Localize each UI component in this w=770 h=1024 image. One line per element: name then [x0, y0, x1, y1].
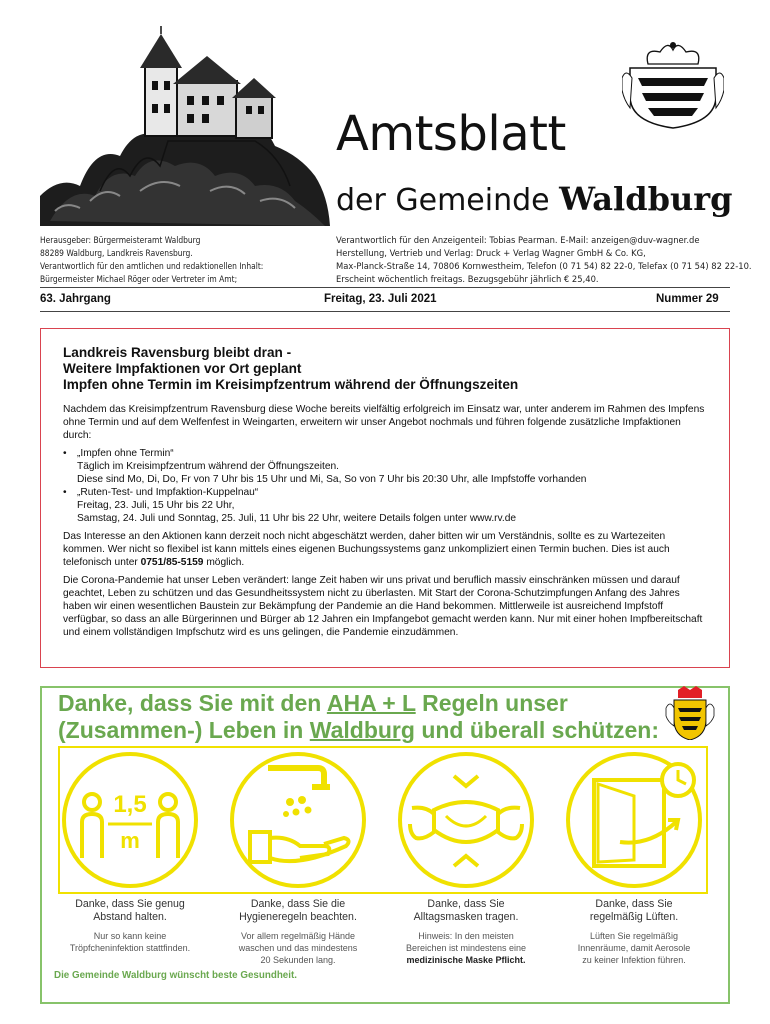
- caption-heading: [554, 898, 714, 924]
- state-coat-of-arms-icon: [664, 686, 716, 740]
- heading-text: und überall schützen:: [414, 717, 660, 743]
- bullet-line: Freitag, 23. Juli, 15 Uhr bis 22 Uhr,: [77, 500, 235, 511]
- bullet-line: Samstag, 24. Juli und Sonntag, 25. Juli, 11 Uhr bis 22 Uhr, weitere Details folgen unter www.rv.de: [77, 513, 517, 524]
- list-item: [63, 486, 709, 525]
- caption-heading-line: Abstand halten.: [93, 911, 167, 923]
- caption-note-line: zu keiner Infektion führen.: [582, 955, 686, 965]
- hygiene-caption: [218, 898, 378, 966]
- bullet-line: Diese sind Mo, Di, Do, Fr von 7 Uhr bis 15 Uhr und Mi, Sa, So von 7 Uhr bis 20:30 Uhr, alle Impfstoffe vorhanden: [77, 474, 587, 485]
- castle-illustration: [40, 26, 330, 226]
- distance-icon: [60, 750, 200, 890]
- notice-headline: [63, 345, 709, 393]
- caption-note: [554, 930, 714, 966]
- headline-line: Landkreis Ravensburg bleibt dran -: [63, 345, 292, 360]
- imprint-line: Herstellung, Vertrieb und Verlag: Druck + Verlag Wagner GmbH & Co. KG,: [336, 248, 646, 258]
- headline-line: Weitere Impfaktionen vor Ort geplant: [63, 361, 302, 376]
- issue-volume: 63. Jahrgang: [40, 293, 111, 305]
- caption-note-line: Vor allem regelmäßig Hände: [240, 931, 356, 941]
- issue-date: Freitag, 23. Juli 2021: [324, 293, 437, 305]
- coat-of-arms-icon: [622, 38, 724, 130]
- notice-paragraph: [63, 530, 709, 569]
- aha-heading: [58, 690, 659, 744]
- masthead-place-name: Waldburg: [559, 180, 733, 218]
- caption-note-line: 20 Sekunden lang.: [260, 955, 336, 965]
- aha-heading-line1: [58, 690, 659, 717]
- imprint-line: Herausgeber: Bürgermeisteramt Waldburg: [40, 235, 201, 245]
- closing-greeting: Die Gemeinde Waldburg wünscht beste Gesundheit.: [54, 970, 297, 981]
- distance-unit: m: [120, 828, 140, 853]
- heading-text: (Zusammen-) Leben in: [58, 717, 310, 743]
- caption-heading-line: Danke, dass Sie: [595, 898, 673, 910]
- bullet-line: • „Ruten-Test- und Impfaktion-Kuppelnau“: [77, 487, 259, 498]
- caption-note-line: waschen und das mindestens: [238, 943, 358, 953]
- divider: [40, 287, 730, 288]
- paragraph-text: Das Interesse an den Aktionen kann derzeit noch nicht abgeschätzt werden, daher bitten wir um Verständnis, sollte es zu Wartezeiten kommen. Wer nicht so flexibel ist kann mittels eines eigenen Buchungssystems ganz unkompliziert einen Termin buchen. Dies ist auch telefonisch unter: [63, 531, 670, 568]
- paragraph-text: möglich.: [203, 557, 245, 568]
- distance-caption: [50, 898, 210, 954]
- imprint-line: Max-Planck-Straße 14, 70806 Kornwestheim, Telefon (0 71 54) 82 22-0, Telefax (0 71 54) 82 22-10.: [336, 261, 752, 271]
- issue-number: Nummer 29: [656, 293, 719, 305]
- caption-note: [386, 930, 546, 966]
- vaccination-notice-box: [40, 328, 730, 668]
- caption-heading-line: Danke, dass Sie genug: [75, 898, 185, 910]
- phone-number: 0751/85-5159: [140, 557, 204, 568]
- bullet-line: • „Impfen ohne Termin“: [77, 448, 174, 459]
- heading-text: Danke, dass Sie mit den: [58, 690, 327, 716]
- caption-note-emphasis: medizinische Maske Pflicht.: [406, 955, 526, 965]
- caption-heading-line: Hygieneregeln beachten.: [239, 911, 357, 923]
- caption-note-line: Innenräume, damit Aerosole: [577, 943, 691, 953]
- masthead-subtitle-prefix: der Gemeinde: [336, 183, 560, 218]
- caption-heading-line: regelmäßig Lüften.: [589, 911, 679, 923]
- imprint-advertising: [336, 234, 752, 286]
- masthead-subtitle: [336, 180, 732, 218]
- imprint-line: 88289 Waldburg, Landkreis Ravensburg.: [40, 248, 193, 258]
- notice-paragraph: Die Corona-Pandemie hat unser Leben verändert: lange Zeit haben wir uns privat und beruflich massiv einschränken müssen und darauf geachtet, Leben zu schützen und das Gesundheitssystem nicht zu überlasten. Mit Start der Corona-Schutzimpfungen Anfang des Jahres haben wir einen wesentlichen Baustein zur Bekämpfung der Pandemie an die Hand bekommen. Mittlerweile ist ausreichend Impfstoff verfügbar, so dass an alle Bürgerinnen und Bürger ab 12 Jahren ein Impfangebot gemacht werden kann. Nur mit einer hohen Impfbereitschaft und einem vollständigen Impfschutz wird es uns gelingen, die Pandemie einzudämmen.: [63, 575, 703, 638]
- caption-note: [50, 930, 210, 954]
- notice-intro: Nachdem das Kreisimpfzentrum Ravensburg diese Woche bereits vielfältig erfolgreich im Einsatz war, unter anderem im Rahmen des Impfens ohne Termin und auf dem Welfenfest in Weingarten, erweitern wir unser Angebot nochmals und führen folgende zusätzliche Impfaktionen durch:: [63, 404, 705, 441]
- masthead-title: Amtsblatt: [336, 106, 566, 162]
- caption-note-line: Bereichen ist mindestens eine: [405, 943, 527, 953]
- caption-heading-line: Danke, dass Sie die: [250, 898, 346, 910]
- bullet-line: Täglich im Kreisimpfzentrum während der Öffnungszeiten.: [77, 461, 339, 472]
- caption-heading-line: Alltagsmasken tragen.: [413, 911, 519, 923]
- caption-note-line: Hinweis: In den meisten: [418, 931, 514, 941]
- face-mask-icon: [396, 750, 536, 890]
- heading-text: AHA + L: [326, 690, 416, 716]
- caption-note-line: Tröpfcheninfektion stattfinden.: [69, 943, 191, 953]
- imprint-line: Verantwortlich für den Anzeigenteil: Tobias Pearman. E-Mail: anzeigen@duv-wagner.de: [336, 235, 700, 245]
- caption-heading: [386, 898, 546, 924]
- divider: [40, 311, 730, 312]
- imprint-line: Verantwortlich für den amtlichen und redaktionellen Inhalt:: [40, 261, 264, 271]
- imprint-publisher: [40, 234, 320, 286]
- imprint-line: Bürgermeister Michael Röger oder Vertreter im Amt;: [40, 274, 238, 284]
- imprint-line: Erscheint wöchentlich freitags. Bezugsgebühr jährlich € 25,40.: [336, 274, 599, 284]
- notice-bullet-list: [63, 447, 709, 525]
- list-item: [63, 447, 709, 486]
- caption-note-line: Nur so kann keine: [93, 931, 167, 941]
- caption-heading-line: Danke, dass Sie: [427, 898, 505, 910]
- headline-line: Impfen ohne Termin im Kreisimpfzentrum während der Öffnungszeiten: [63, 377, 519, 392]
- caption-heading: [50, 898, 210, 924]
- caption-note: [218, 930, 378, 966]
- caption-heading: [218, 898, 378, 924]
- distance-value: 1,5: [113, 791, 147, 818]
- hand-washing-icon: [228, 750, 368, 890]
- caption-note-line: [386, 954, 546, 966]
- heading-text: Regeln unser: [415, 690, 568, 716]
- window-ventilation-icon: [564, 750, 704, 890]
- heading-text: Waldburg: [309, 717, 415, 743]
- aha-heading-line2: [58, 717, 659, 744]
- ventilation-caption: [554, 898, 714, 966]
- caption-note-line: Lüften Sie regelmäßig: [589, 931, 679, 941]
- mask-caption: [386, 898, 546, 966]
